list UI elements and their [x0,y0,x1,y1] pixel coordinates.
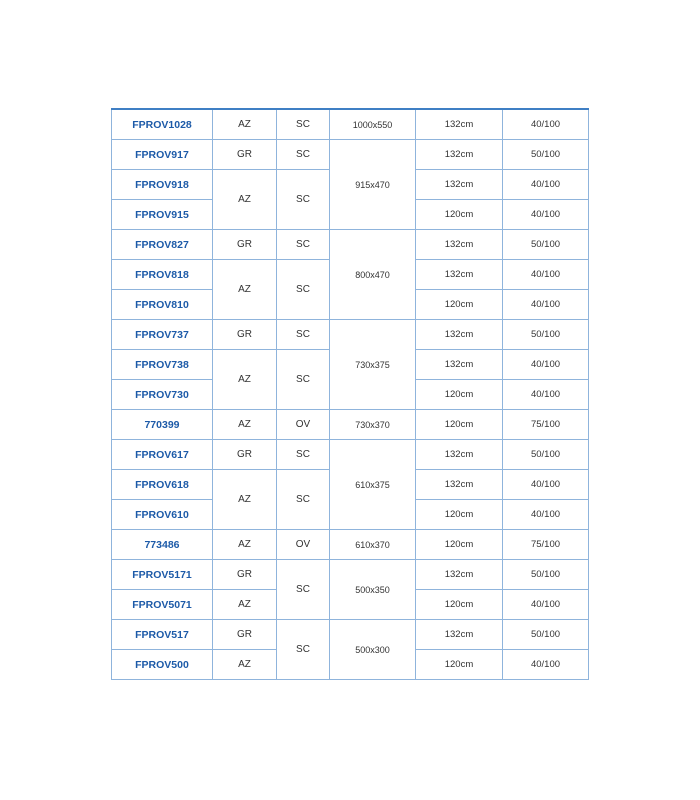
type-cell: OV [277,530,330,560]
size-cell: 730x370 [330,410,416,440]
type-cell: SC [277,260,330,320]
color-cell: AZ [213,590,277,620]
product-code-cell: FPROV5171 [112,560,213,590]
color-cell: AZ [213,170,277,230]
color-cell: GR [213,440,277,470]
ratio-cell: 40/100 [503,200,589,230]
ratio-cell: 75/100 [503,530,589,560]
length-cell: 132cm [416,440,503,470]
ratio-cell: 50/100 [503,620,589,650]
color-cell: AZ [213,260,277,320]
length-cell: 120cm [416,590,503,620]
type-cell: SC [277,440,330,470]
table-row [112,109,589,140]
product-code-cell: FPROV1028 [112,109,213,140]
product-code-cell: FPROV617 [112,440,213,470]
color-cell: GR [213,230,277,260]
size-cell: 500x350 [330,560,416,620]
length-cell: 132cm [416,560,503,590]
length-cell: 120cm [416,530,503,560]
size-cell: 1000x550 [330,109,416,140]
type-cell: SC [277,140,330,170]
product-code-cell: FPROV827 [112,230,213,260]
product-code-cell: FPROV818 [112,260,213,290]
color-cell: AZ [213,350,277,410]
product-code-cell: FPROV810 [112,290,213,320]
color-cell: AZ [213,109,277,140]
product-code-cell: FPROV918 [112,170,213,200]
product-code-cell: FPROV500 [112,650,213,680]
length-cell: 132cm [416,620,503,650]
size-cell: 915x470 [330,140,416,230]
color-cell: AZ [213,410,277,440]
table-row [112,620,589,650]
type-cell: SC [277,350,330,410]
table-row [112,320,589,350]
product-code-cell: FPROV5071 [112,590,213,620]
product-code-cell: FPROV917 [112,140,213,170]
ratio-cell: 50/100 [503,140,589,170]
type-cell: SC [277,470,330,530]
size-cell: 610x375 [330,440,416,530]
product-spec-table [111,108,589,680]
ratio-cell: 40/100 [503,260,589,290]
ratio-cell: 40/100 [503,590,589,620]
ratio-cell: 50/100 [503,560,589,590]
ratio-cell: 40/100 [503,650,589,680]
type-cell: SC [277,230,330,260]
length-cell: 132cm [416,230,503,260]
size-cell: 800x470 [330,230,416,320]
product-code-cell: FPROV915 [112,200,213,230]
table-row [112,440,589,470]
product-code-cell: FPROV610 [112,500,213,530]
ratio-cell: 40/100 [503,170,589,200]
length-cell: 132cm [416,140,503,170]
product-code-cell: 773486 [112,530,213,560]
color-cell: AZ [213,530,277,560]
length-cell: 120cm [416,650,503,680]
length-cell: 120cm [416,200,503,230]
length-cell: 120cm [416,410,503,440]
length-cell: 132cm [416,350,503,380]
length-cell: 132cm [416,320,503,350]
ratio-cell: 50/100 [503,440,589,470]
product-code-cell: 770399 [112,410,213,440]
size-cell: 730x375 [330,320,416,410]
type-cell: SC [277,170,330,230]
color-cell: AZ [213,470,277,530]
color-cell: GR [213,140,277,170]
ratio-cell: 40/100 [503,470,589,500]
ratio-cell: 50/100 [503,230,589,260]
type-cell: SC [277,560,330,620]
product-code-cell: FPROV730 [112,380,213,410]
table-row [112,560,589,590]
ratio-cell: 40/100 [503,109,589,140]
ratio-cell: 50/100 [503,320,589,350]
length-cell: 120cm [416,500,503,530]
length-cell: 132cm [416,470,503,500]
length-cell: 132cm [416,260,503,290]
table-row [112,230,589,260]
length-cell: 132cm [416,170,503,200]
product-code-cell: FPROV517 [112,620,213,650]
type-cell: OV [277,410,330,440]
type-cell: SC [277,109,330,140]
table-row [112,530,589,560]
product-code-cell: FPROV618 [112,470,213,500]
ratio-cell: 40/100 [503,500,589,530]
type-cell: SC [277,620,330,680]
length-cell: 120cm [416,380,503,410]
size-cell: 500x300 [330,620,416,680]
table-row [112,140,589,170]
table-row [112,410,589,440]
product-code-cell: FPROV737 [112,320,213,350]
product-code-cell: FPROV738 [112,350,213,380]
color-cell: GR [213,320,277,350]
ratio-cell: 40/100 [503,380,589,410]
color-cell: GR [213,560,277,590]
ratio-cell: 75/100 [503,410,589,440]
size-cell: 610x370 [330,530,416,560]
ratio-cell: 40/100 [503,290,589,320]
ratio-cell: 40/100 [503,350,589,380]
type-cell: SC [277,320,330,350]
length-cell: 132cm [416,109,503,140]
length-cell: 120cm [416,290,503,320]
color-cell: GR [213,620,277,650]
color-cell: AZ [213,650,277,680]
